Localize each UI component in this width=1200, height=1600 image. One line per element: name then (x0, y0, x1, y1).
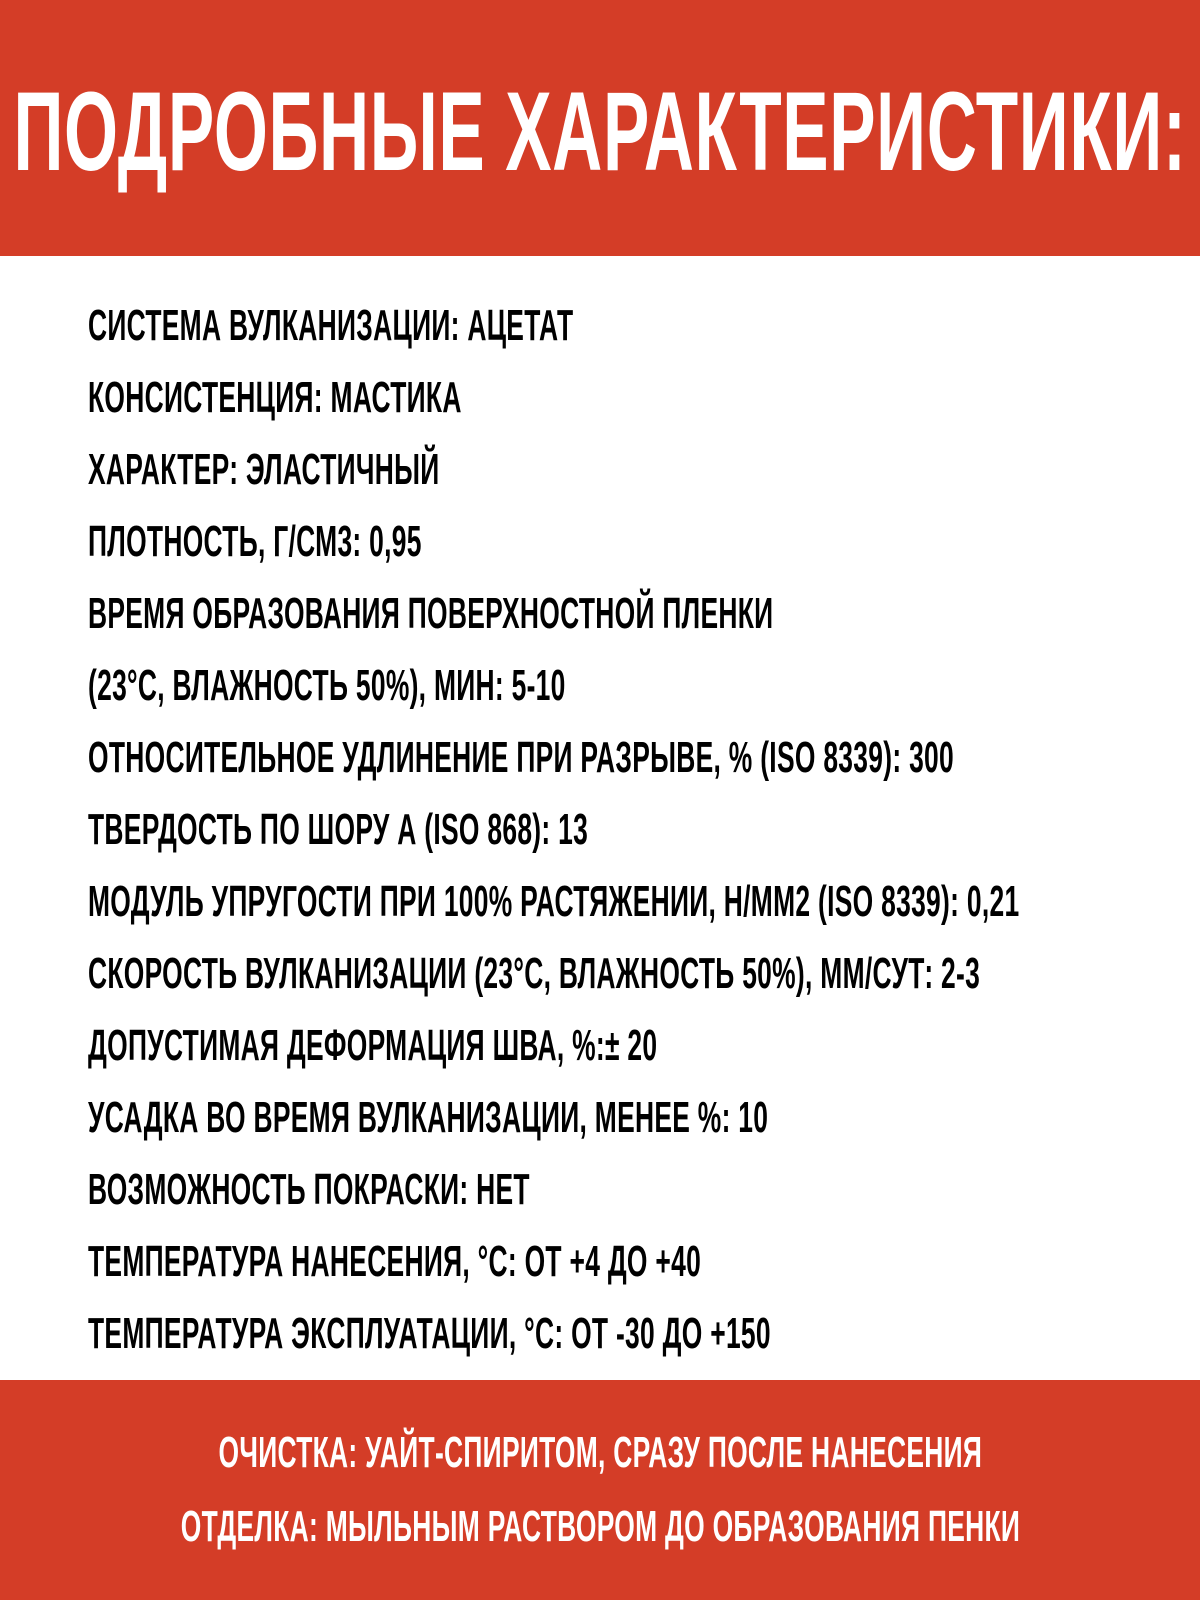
spec-item (88, 1082, 1168, 1154)
spec-item (88, 1154, 1168, 1226)
spec-text: ТВЕРДОСТЬ ПО ШОРУ А (ISO 868): 13 (88, 805, 589, 854)
spec-item (88, 434, 1168, 506)
finishing-note: ОТДЕЛКА: МЫЛЬНЫМ РАСТВОРОМ ДО ОБРАЗОВАНИЯ ПЕНКИ (180, 1502, 1020, 1551)
spec-text: ПЛОТНОСТЬ, Г/СМ3: 0,95 (88, 517, 422, 566)
spec-item (88, 650, 1168, 722)
page-title: ПОДРОБНЫЕ ХАРАКТЕРИСТИКИ: (13, 69, 1187, 194)
spec-text: МОДУЛЬ УПРУГОСТИ ПРИ 100% РАСТЯЖЕНИИ, Н/ММ2 (ISO 8339): 0,21 (88, 877, 1020, 926)
spec-text: ВРЕМЯ ОБРАЗОВАНИЯ ПОВЕРХНОСТНОЙ ПЛЕНКИ (88, 589, 774, 638)
spec-text: СИСТЕМА ВУЛКАНИЗАЦИИ: АЦЕТАТ (88, 301, 574, 350)
footer-line-cleaning (0, 1416, 1200, 1490)
spec-text: (23°C, ВЛАЖНОСТЬ 50%), МИН: 5-10 (88, 661, 566, 710)
spec-text: СКОРОСТЬ ВУЛКАНИЗАЦИИ (23°C, ВЛАЖНОСТЬ 50%), ММ/СУТ: 2-3 (88, 949, 981, 998)
spec-list (88, 290, 1168, 1370)
spec-item (88, 1298, 1168, 1370)
cleaning-note: ОЧИСТКА: УАЙТ-СПИРИТОМ, СРАЗУ ПОСЛЕ НАНЕСЕНИЯ (218, 1428, 982, 1477)
spec-text: ХАРАКТЕР: ЭЛАСТИЧНЫЙ (88, 445, 440, 494)
footer-line-finishing (0, 1490, 1200, 1564)
spec-text: ТЕМПЕРАТУРА ЭКСПЛУАТАЦИИ, °С: ОТ -30 ДО +150 (88, 1309, 771, 1358)
footer-banner (0, 1380, 1200, 1600)
spec-text: КОНСИСТЕНЦИЯ: МАСТИКА (88, 373, 462, 422)
spec-item (88, 722, 1168, 794)
spec-text: ОТНОСИТЕЛЬНОЕ УДЛИНЕНИЕ ПРИ РАЗРЫВЕ, % (ISO 8339): 300 (88, 733, 955, 782)
spec-text: УСАДКА ВО ВРЕМЯ ВУЛКАНИЗАЦИИ, МЕНЕЕ %: 10 (88, 1093, 769, 1142)
spec-item (88, 362, 1168, 434)
spec-text: ТЕМПЕРАТУРА НАНЕСЕНИЯ, °С: ОТ +4 ДО +40 (88, 1237, 702, 1286)
header-banner (0, 0, 1200, 256)
spec-item (88, 1010, 1168, 1082)
spec-text: ВОЗМОЖНОСТЬ ПОКРАСКИ: НЕТ (88, 1165, 530, 1214)
spec-item (88, 290, 1168, 362)
spec-text: ДОПУСТИМАЯ ДЕФОРМАЦИЯ ШВА, %:± 20 (88, 1021, 658, 1070)
spec-item (88, 1226, 1168, 1298)
spec-item (88, 938, 1168, 1010)
spec-item (88, 866, 1168, 938)
spec-item (88, 794, 1168, 866)
spec-item (88, 578, 1168, 650)
spec-item (88, 506, 1168, 578)
